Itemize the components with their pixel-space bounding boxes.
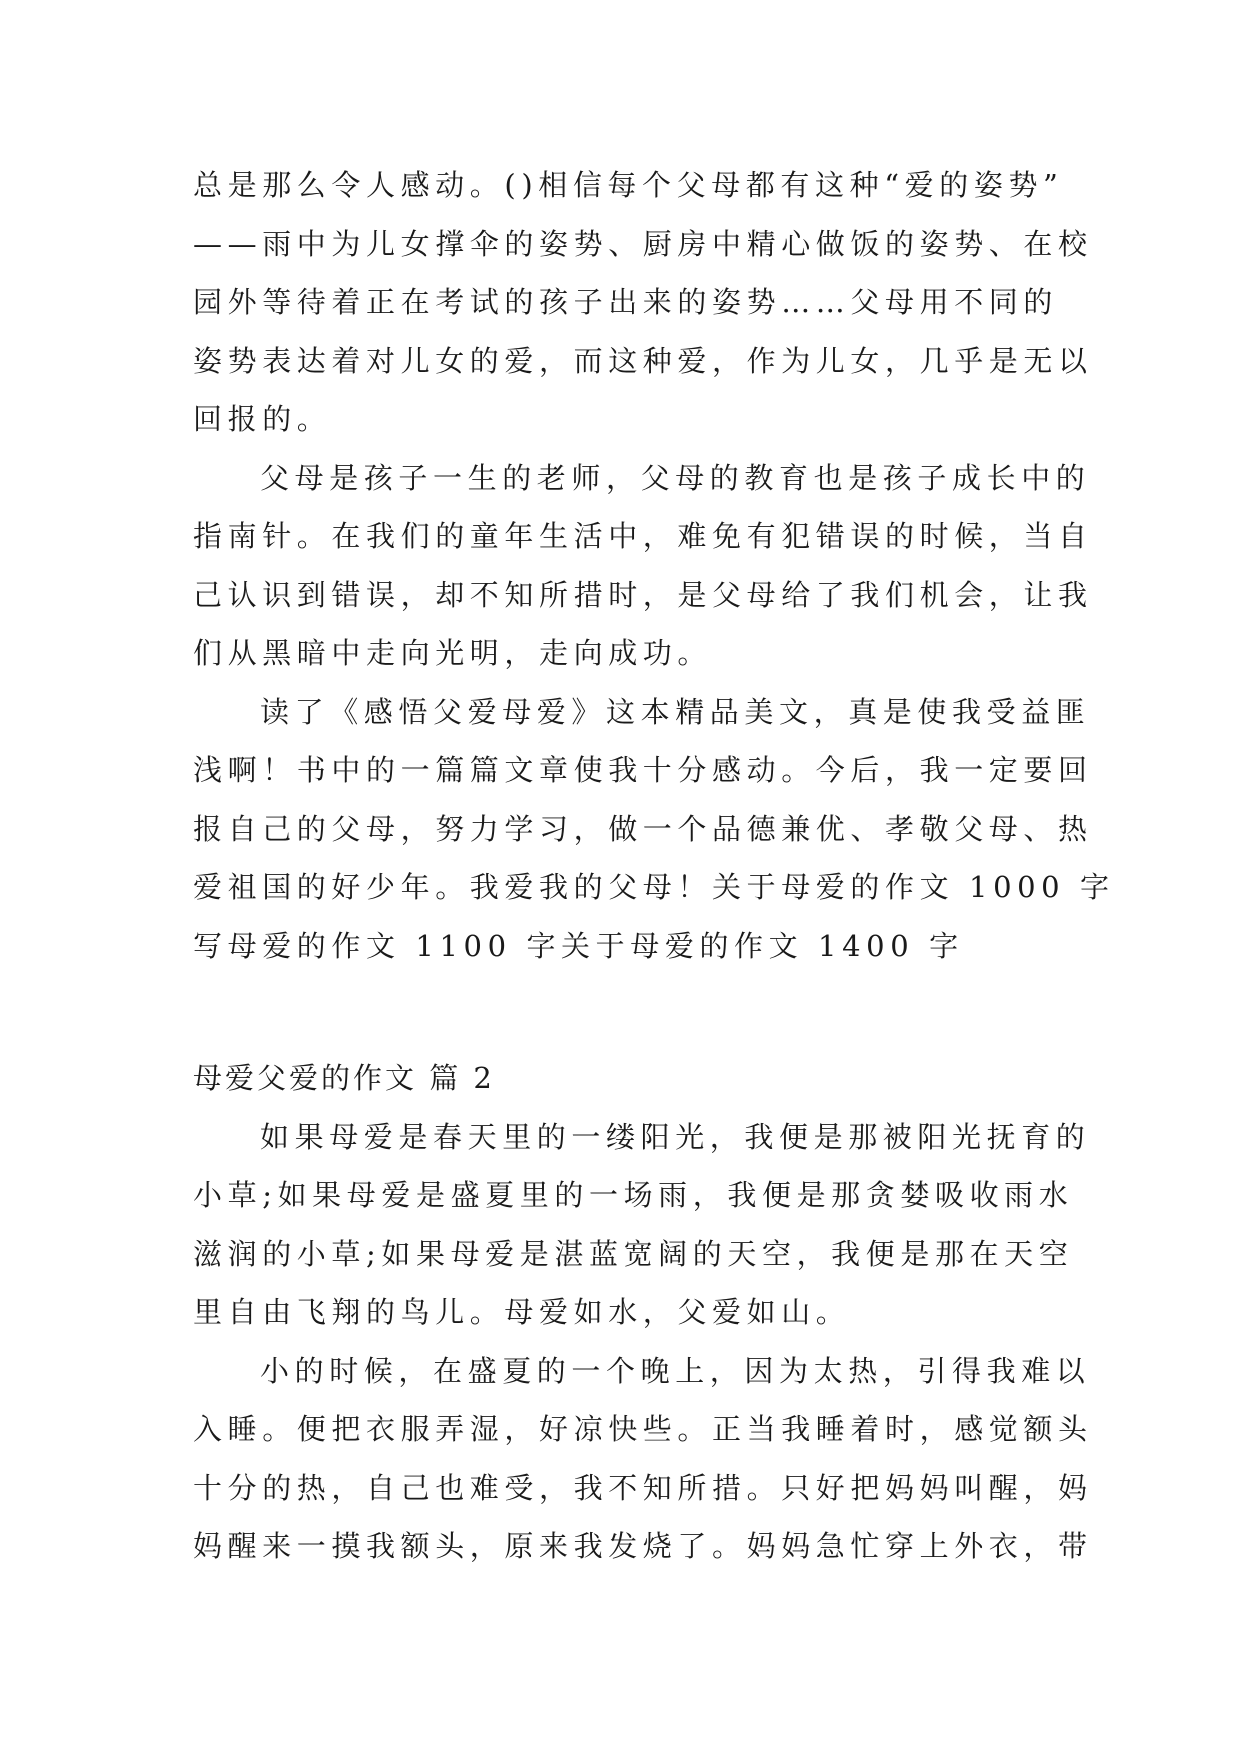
text-line: 父母是孩子一生的老师，父母的教育也是孩子成长中的 (260, 460, 1091, 495)
text-line: 己认识到错误，却不知所措时，是父母给了我们机会，让我 (193, 577, 1093, 612)
text-line: 十分的热，自己也难受，我不知所措。只好把妈妈叫醒，妈 (193, 1470, 1093, 1505)
paragraph (193, 449, 1093, 683)
text-line: 回报的。 (193, 402, 332, 436)
text-line: 如果母爱是春天里的一缕阳光，我便是那被阳光抚育的 (260, 1119, 1091, 1154)
text-line: 里自由飞翔的鸟儿。母爱如水，父爱如山。 (193, 1295, 851, 1329)
paragraph (193, 683, 1115, 976)
text-line: 指南针。在我们的童年生活中，难免有犯错误的时候，当自 (193, 519, 1093, 553)
text-line: 姿势表达着对儿女的爱，而这种爱，作为儿女，几乎是无以 (193, 343, 1093, 378)
text-line: 们从黑暗中走向光明，走向成功。 (193, 636, 713, 670)
text-line: 报自己的父母，努力学习，做一个品德兼优、孝敬父母、热 (193, 811, 1093, 846)
text-line: 总是那么令人感动。()相信每个父母都有这种“爱的姿势” (193, 168, 1064, 202)
text-line: 滋润的小草;如果母爱是湛蓝宽阔的天空，我便是那在天空 (193, 1236, 1074, 1271)
text-line: 小的时候，在盛夏的一个晚上，因为太热，引得我难以 (260, 1353, 1091, 1388)
paragraph (193, 1108, 1091, 1342)
section-heading: 母爱父爱的作文 篇 2 (193, 1061, 495, 1095)
text-line: ——雨中为儿女撑伞的姿势、厨房中精心做饭的姿势、在校 (193, 226, 1093, 261)
text-line: 读了《感悟父爱母爱》这本精品美文，真是使我受益匪 (260, 694, 1091, 729)
text-line: 浅啊！书中的一篇篇文章使我十分感动。今后，我一定要回 (193, 753, 1093, 787)
text-line: 爱祖国的好少年。我爱我的父母！关于母爱的作文 1000 字 (193, 870, 1115, 904)
text-line: 入睡。便把衣服弄湿，好凉快些。正当我睡着时，感觉额头 (193, 1412, 1093, 1446)
text-line: 园外等待着正在考试的孩子出来的姿势……父母用不同的 (193, 285, 1059, 319)
paragraph (193, 156, 1093, 449)
document-page (193, 156, 1115, 1576)
text-line: 妈醒来一摸我额头，原来我发烧了。妈妈急忙穿上外衣，带 (193, 1529, 1093, 1563)
text-line: 写母爱的作文 1100 字关于母爱的作文 1400 字 (193, 928, 964, 963)
section-gap (193, 975, 1053, 1049)
paragraph (193, 1342, 1093, 1576)
text-line: 小草;如果母爱是盛夏里的一场雨，我便是那贪婪吸收雨水 (193, 1178, 1074, 1212)
